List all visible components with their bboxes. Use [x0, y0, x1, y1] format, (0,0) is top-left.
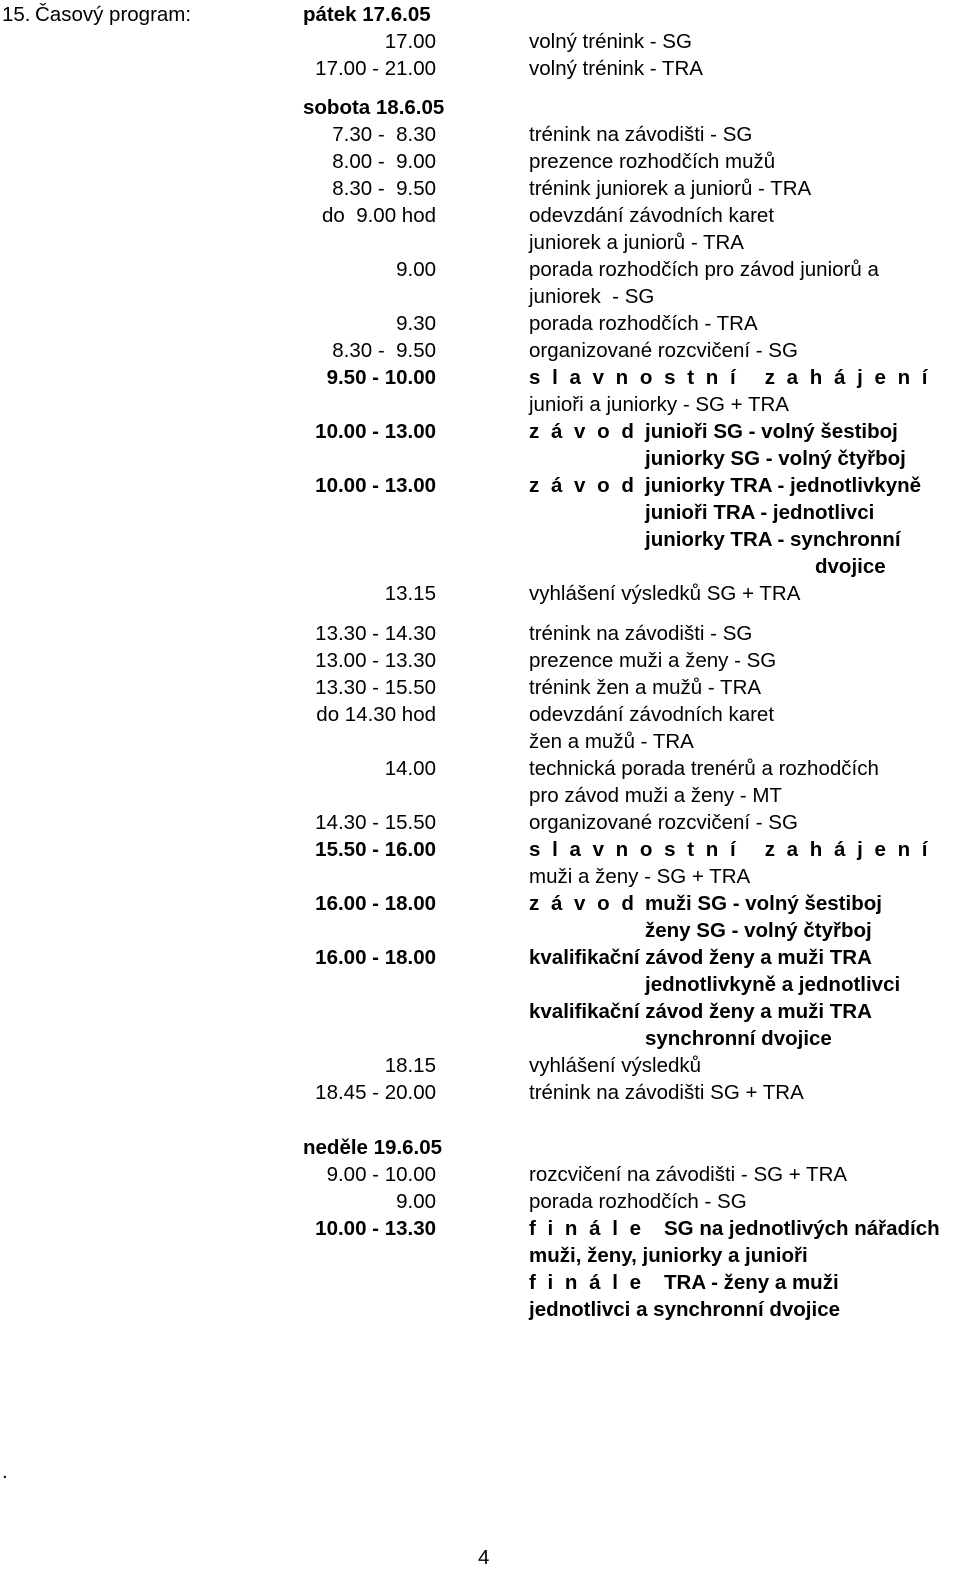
activity-label: porada rozhodčích - SG: [529, 1190, 747, 1213]
opening-ceremony-label: s l a v n o s t n í z a h á j e n í: [529, 838, 931, 861]
activity-label-continued: žen a mužů - TRA: [529, 730, 694, 753]
time-label: 10.00 - 13.30: [315, 1217, 436, 1240]
time-label: 16.00 - 18.00: [315, 946, 436, 969]
activity-label: organizované rozcvičení - SG: [529, 811, 798, 834]
time-label: 13.30 - 15.50: [315, 676, 436, 699]
time-label: 13.00 - 13.30: [315, 649, 436, 672]
activity-label: trénink na závodišti - SG: [529, 123, 753, 146]
section-number: 15.: [2, 3, 31, 26]
activity-label: rozcvičení na závodišti - SG + TRA: [529, 1163, 848, 1186]
activity-label-continued: jednotlivkyně a jednotlivci: [645, 973, 901, 996]
activity-label-continued: ženy SG - volný čtyřboj: [645, 919, 872, 942]
competition-label: z á v o d: [529, 420, 637, 443]
activity-label: volný trénink - TRA: [529, 57, 703, 80]
time-label: 18.15: [384, 1054, 436, 1077]
page-number: 4: [478, 1546, 490, 1569]
opening-ceremony-label: s l a v n o s t n í z a h á j e n í: [529, 366, 931, 389]
activity-label: trénink na závodišti SG + TRA: [529, 1081, 804, 1104]
activity-label-continued: junioři a juniorky - SG + TRA: [529, 393, 789, 416]
activity-label-continued: dvojice: [815, 555, 886, 578]
activity-label: odevzdání závodních karet: [529, 703, 775, 726]
time-label: 10.00 - 13.00: [315, 474, 436, 497]
saturday-heading: sobota 18.6.05: [303, 96, 445, 119]
competition-label: z á v o d: [529, 892, 637, 915]
activity-label: prezence rozhodčích mužů: [529, 150, 776, 173]
activity-label-continued: junioři TRA - jednotlivci: [645, 501, 875, 524]
time-label: 8.00 - 9.00: [332, 150, 436, 173]
activity-label: kvalifikační závod ženy a muži TRA: [529, 946, 872, 969]
time-label: 9.00: [396, 258, 436, 281]
activity-label: porada rozhodčích pro závod juniorů a: [529, 258, 879, 281]
activity-label: TRA - ženy a muži: [664, 1271, 839, 1294]
activity-label: vyhlášení výsledků SG + TRA: [529, 582, 801, 605]
time-label: do 9.00 hod: [322, 204, 436, 227]
activity-label: trénink žen a mužů - TRA: [529, 676, 762, 699]
activity-label: odevzdání závodních karet: [529, 204, 775, 227]
time-label: 14.00: [384, 757, 436, 780]
activity-label-continued: muži, ženy, juniorky a junioři: [529, 1244, 808, 1267]
time-label: 13.15: [384, 582, 436, 605]
activity-label: technická porada trenérů a rozhodčích: [529, 757, 879, 780]
activity-label: porada rozhodčích - TRA: [529, 312, 758, 335]
time-label: 17.00: [384, 30, 436, 53]
activity-label: junioři SG - volný šestiboj: [645, 420, 898, 443]
activity-label-continued: juniorky TRA - synchronní: [645, 528, 901, 551]
time-label: 13.30 - 14.30: [315, 622, 436, 645]
competition-label: z á v o d: [529, 474, 637, 497]
activity-label: juniorky TRA - jednotlivkyně: [645, 474, 922, 497]
friday-heading: pátek 17.6.05: [303, 3, 431, 26]
finals-label: f i n á l e: [529, 1271, 645, 1294]
time-label: 18.45 - 20.00: [315, 1081, 436, 1104]
time-label: 9.00: [396, 1190, 436, 1213]
activity-label: trénink na závodišti - SG: [529, 622, 753, 645]
activity-label-continued: synchronní dvojice: [645, 1027, 832, 1050]
activity-label: organizované rozcvičení - SG: [529, 339, 798, 362]
time-label: 10.00 - 13.00: [315, 420, 436, 443]
section-title: Časový program:: [35, 3, 192, 26]
activity-label: volný trénink - SG: [529, 30, 692, 53]
activity-label: prezence muži a ženy - SG: [529, 649, 777, 672]
activity-label-continued: jednotlivci a synchronní dvojice: [529, 1298, 840, 1321]
time-label: 9.30: [396, 312, 436, 335]
time-label: 15.50 - 16.00: [315, 838, 436, 861]
activity-label: vyhlášení výsledků: [529, 1054, 702, 1077]
time-label: 17.00 - 21.00: [315, 57, 436, 80]
sunday-heading: neděle 19.6.05: [303, 1136, 443, 1159]
activity-label-continued: juniorky SG - volný čtyřboj: [645, 447, 906, 470]
time-label: 7.30 - 8.30: [332, 123, 436, 146]
time-label: 14.30 - 15.50: [315, 811, 436, 834]
time-label: do 14.30 hod: [316, 703, 436, 726]
activity-label: SG na jednotlivých nářadích: [664, 1217, 940, 1240]
activity-label: muži SG - volný šestiboj: [645, 892, 882, 915]
finals-label: f i n á l e: [529, 1217, 645, 1240]
activity-label-continued: juniorek a juniorů - TRA: [529, 231, 744, 254]
activity-label-continued: pro závod muži a ženy - MT: [529, 784, 782, 807]
time-label: 16.00 - 18.00: [315, 892, 436, 915]
activity-label: kvalifikační závod ženy a muži TRA: [529, 1000, 872, 1023]
time-label: 9.50 - 10.00: [326, 366, 436, 389]
activity-label: trénink juniorek a juniorů - TRA: [529, 177, 812, 200]
time-label: 9.00 - 10.00: [326, 1163, 436, 1186]
time-label: 8.30 - 9.50: [332, 177, 436, 200]
activity-label-continued: muži a ženy - SG + TRA: [529, 865, 751, 888]
activity-label-continued: juniorek - SG: [529, 285, 655, 308]
stray-dot: .: [2, 1460, 8, 1483]
time-label: 8.30 - 9.50: [332, 339, 436, 362]
